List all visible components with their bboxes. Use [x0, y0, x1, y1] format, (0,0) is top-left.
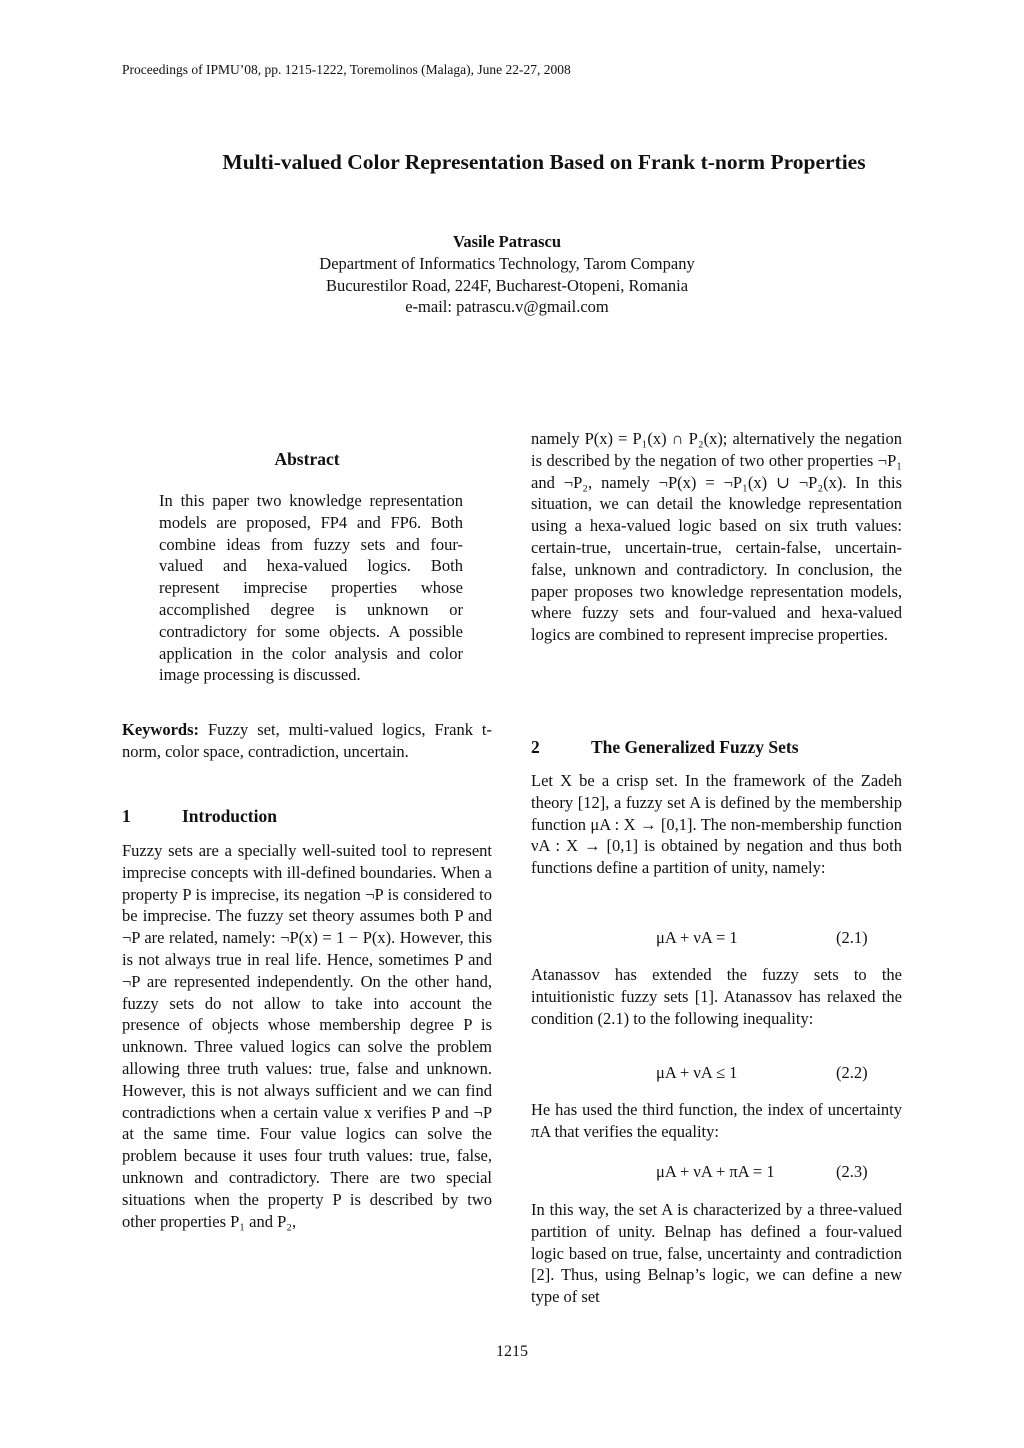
section-2-paragraph-2: Atanassov has extended the fuzzy sets to the intuitionistic fuzzy sets [1]. Atanassov has relaxed the condition (2.1) to the following inequality: — [531, 965, 902, 1028]
running-header: Proceedings of IPMU’08, pp. 1215-1222, Toremolinos (Malaga), June 22-27, 2008 — [122, 62, 571, 77]
author-affiliation: Department of Informatics Technology, Tarom Company — [319, 253, 695, 273]
author-email: e-mail: patrascu.v@gmail.com — [405, 297, 609, 317]
abstract-heading: Abstract — [274, 449, 340, 469]
section-number: 1 — [122, 806, 131, 826]
equation-text: μA + νA = 1 — [656, 928, 738, 947]
keywords — [122, 719, 492, 763]
paper-title: Multi-valued Color Representation Based on Frank t-norm Properties — [222, 150, 866, 174]
page-number: 1215 — [496, 1343, 528, 1360]
equation-text: μA + νA + πA = 1 — [656, 1162, 775, 1181]
section-1-heading — [122, 806, 277, 827]
equation-label: (2.2) — [836, 1063, 868, 1082]
author-block — [0, 231, 1014, 318]
equation-label: (2.3) — [836, 1162, 868, 1181]
abstract-text: In this paper two knowledge representation models are proposed, FP4 and FP6. Both combine ideas from fuzzy sets and four-valued and hexa-valued logics. Both represent imprecise properties whose accomplished degree is unknown or contradictory for some objects. A possible application in the color analysis and color image processing is discussed. — [159, 491, 463, 685]
intro-continued-text: namely P(x) = P₁(x) ∩ P₂(x); alternatively the negation is described by the negation of two other properties ¬P₁ and ¬P₂, namely ¬P(x) = ¬P₁(x) ∪ ¬P₂(x). In this situation, we can detail the knowledge representation using a hexa-valued logic based on six truth values: certain-true, uncertain-true, certain-false, uncertain-false, unknown and contradictory. In conclusion, the paper proposes two knowledge representation models, where fuzzy sets and four-valued and hexa-valued logics are combined to represent imprecise properties. — [531, 429, 902, 645]
author-name: Vasile Patrascu — [452, 232, 561, 251]
section-title: Introduction — [182, 806, 277, 826]
section-2-heading — [531, 737, 799, 758]
section-2-paragraph-1: Let X be a crisp set. In the framework of the Zadeh theory [12], a fuzzy set A is defined by the membership function μA : X → [0,1]. The non-membership function νA : X → [0,1] is obtained by negation and thus both functions define a partition of unity, namely: — [531, 771, 902, 878]
section-2-paragraph-4: In this way, the set A is characterized by a three-valued partition of unity. Belnap has defined a four-valued logic based on true, false, uncertainty and contradiction [2]. Thus, using Belnap’s logic, we can define a new type of set — [531, 1200, 902, 1307]
equation-label: (2.1) — [836, 928, 868, 947]
keywords-label: Keywords: — [122, 720, 199, 739]
author-address: Bucurestilor Road, 224F, Bucharest-Otopeni, Romania — [325, 275, 689, 295]
section-title: The Generalized Fuzzy Sets — [591, 737, 799, 757]
keywords-text: Fuzzy set, multi-valued logics, Frank t-norm, color space, contradiction, uncertain. — [122, 720, 492, 761]
section-2-paragraph-3: He has used the third function, the index of uncertainty πA that verifies the equality: — [531, 1100, 902, 1141]
intro-text: Fuzzy sets are a specially well-suited tool to represent imprecise concepts with ill-defined boundaries. When a property P is imprecise, its negation ¬P is considered to be imprecise. The fuzzy set theory assumes both P and ¬P are related, namely: ¬P(x) = 1 − P(x). However, this is not always true in real life. Hence, sometimes P and ¬P are represented independently. On the other hand, fuzzy sets do not allow to take into account the presence of objects whose membership degree P is unknown. Three valued logics can solve the problem allowing three truth values: true, false and unknown. However, this is not always sufficient and we can find contradictions when a certain value x verifies P and ¬P at the same time. Four value logics can solve the problem because it uses four truth values: true, false, unknown and contradictory. There are two special situations when the property P is described by two other properties P₁ and P₂, — [122, 841, 492, 1231]
equation-text: μA + νA ≤ 1 — [656, 1063, 738, 1082]
section-number: 2 — [531, 737, 540, 757]
